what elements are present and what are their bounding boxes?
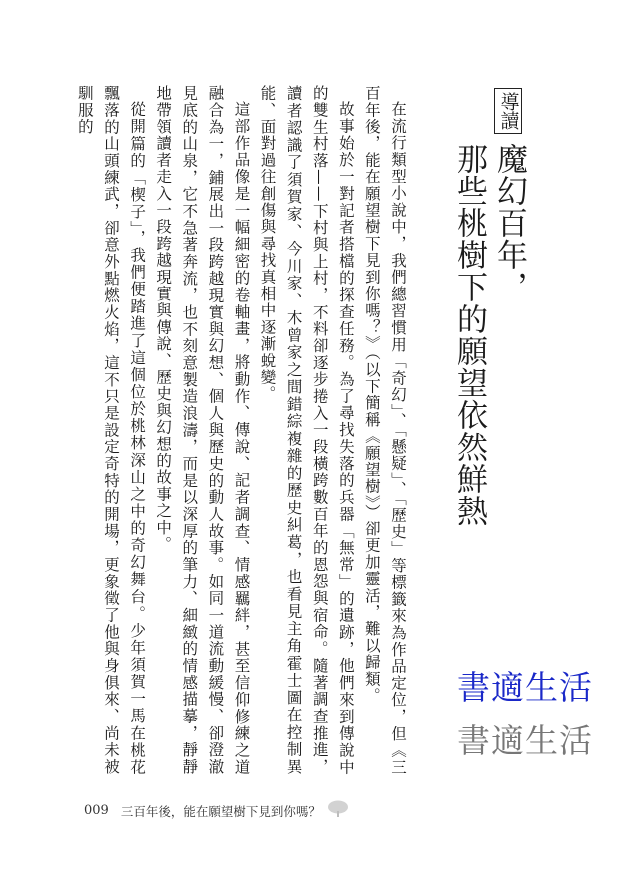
running-title: 三百年後，能在願望樹下見到你嗎？ xyxy=(120,803,321,819)
chapter-title-line-2: 那些桃樹下的願望依然鮮熱 xyxy=(451,143,487,527)
paragraph: 從開篇的「楔子」，我們便踏進了這個位於桃林深山之中的奇幻舞台。少年須賀一馬在桃花飄落的山頭練武，卻意外點燃火焰，這不只是設定奇特的開場，更象徵了他與身俱來、尚未被馴服的 xyxy=(75,85,147,775)
tree-icon xyxy=(327,800,349,821)
paragraph: 故事始於一對記者搭檔的探查任務。為了尋找失落的兵器「無常」的遺跡，他們來到傳說中的雙生村落——下村與上村，不料卻逐步捲入一段橫跨數百年的恩怨與宿命。隨著調查推進，讀者認識了須賀家、今川家、木曾家之間錯綜複雜的歷史糾葛，也看見主角霍士圖在控制異能、面對過往創傷與尋找真相中逐漸蛻變。 xyxy=(258,85,355,775)
chapter-title-line-1: 魔幻百年， xyxy=(491,143,527,303)
section-badge: 導讀 xyxy=(494,88,522,134)
page-footer xyxy=(84,800,349,821)
watermark-secondary: 書適生活 xyxy=(457,721,593,760)
paragraph: 在流行類型小說中，我們總習慣用「奇幻」、「懸疑」、「歷史」等標籤來為作品定位，但《三百年後，能在願望樹下見到你嗎？》（以下簡稱《願望樹》）卻更加靈活，難以歸類。 xyxy=(362,85,407,775)
paragraph: 這部作品像是一幅細密的卷軸畫，將動作、傳說、記者調查、情感羈絆，甚至信仰修練之道融合為一，鋪展出一段跨越現實與幻想、個人與歷史的動人故事。如同一道流動緩慢、卻澄澈見底的山泉，它不急著奔流，也不刻意製造浪濤，而是以深厚的筆力、細緻的情感描摹，靜靜地帶領讀者走入一段跨越現實與傳說、歷史與幻想的故事之中。 xyxy=(154,85,251,775)
body-text xyxy=(72,85,411,775)
page-number: 009 xyxy=(84,803,109,818)
watermark-primary: 書適生活 xyxy=(457,668,593,707)
